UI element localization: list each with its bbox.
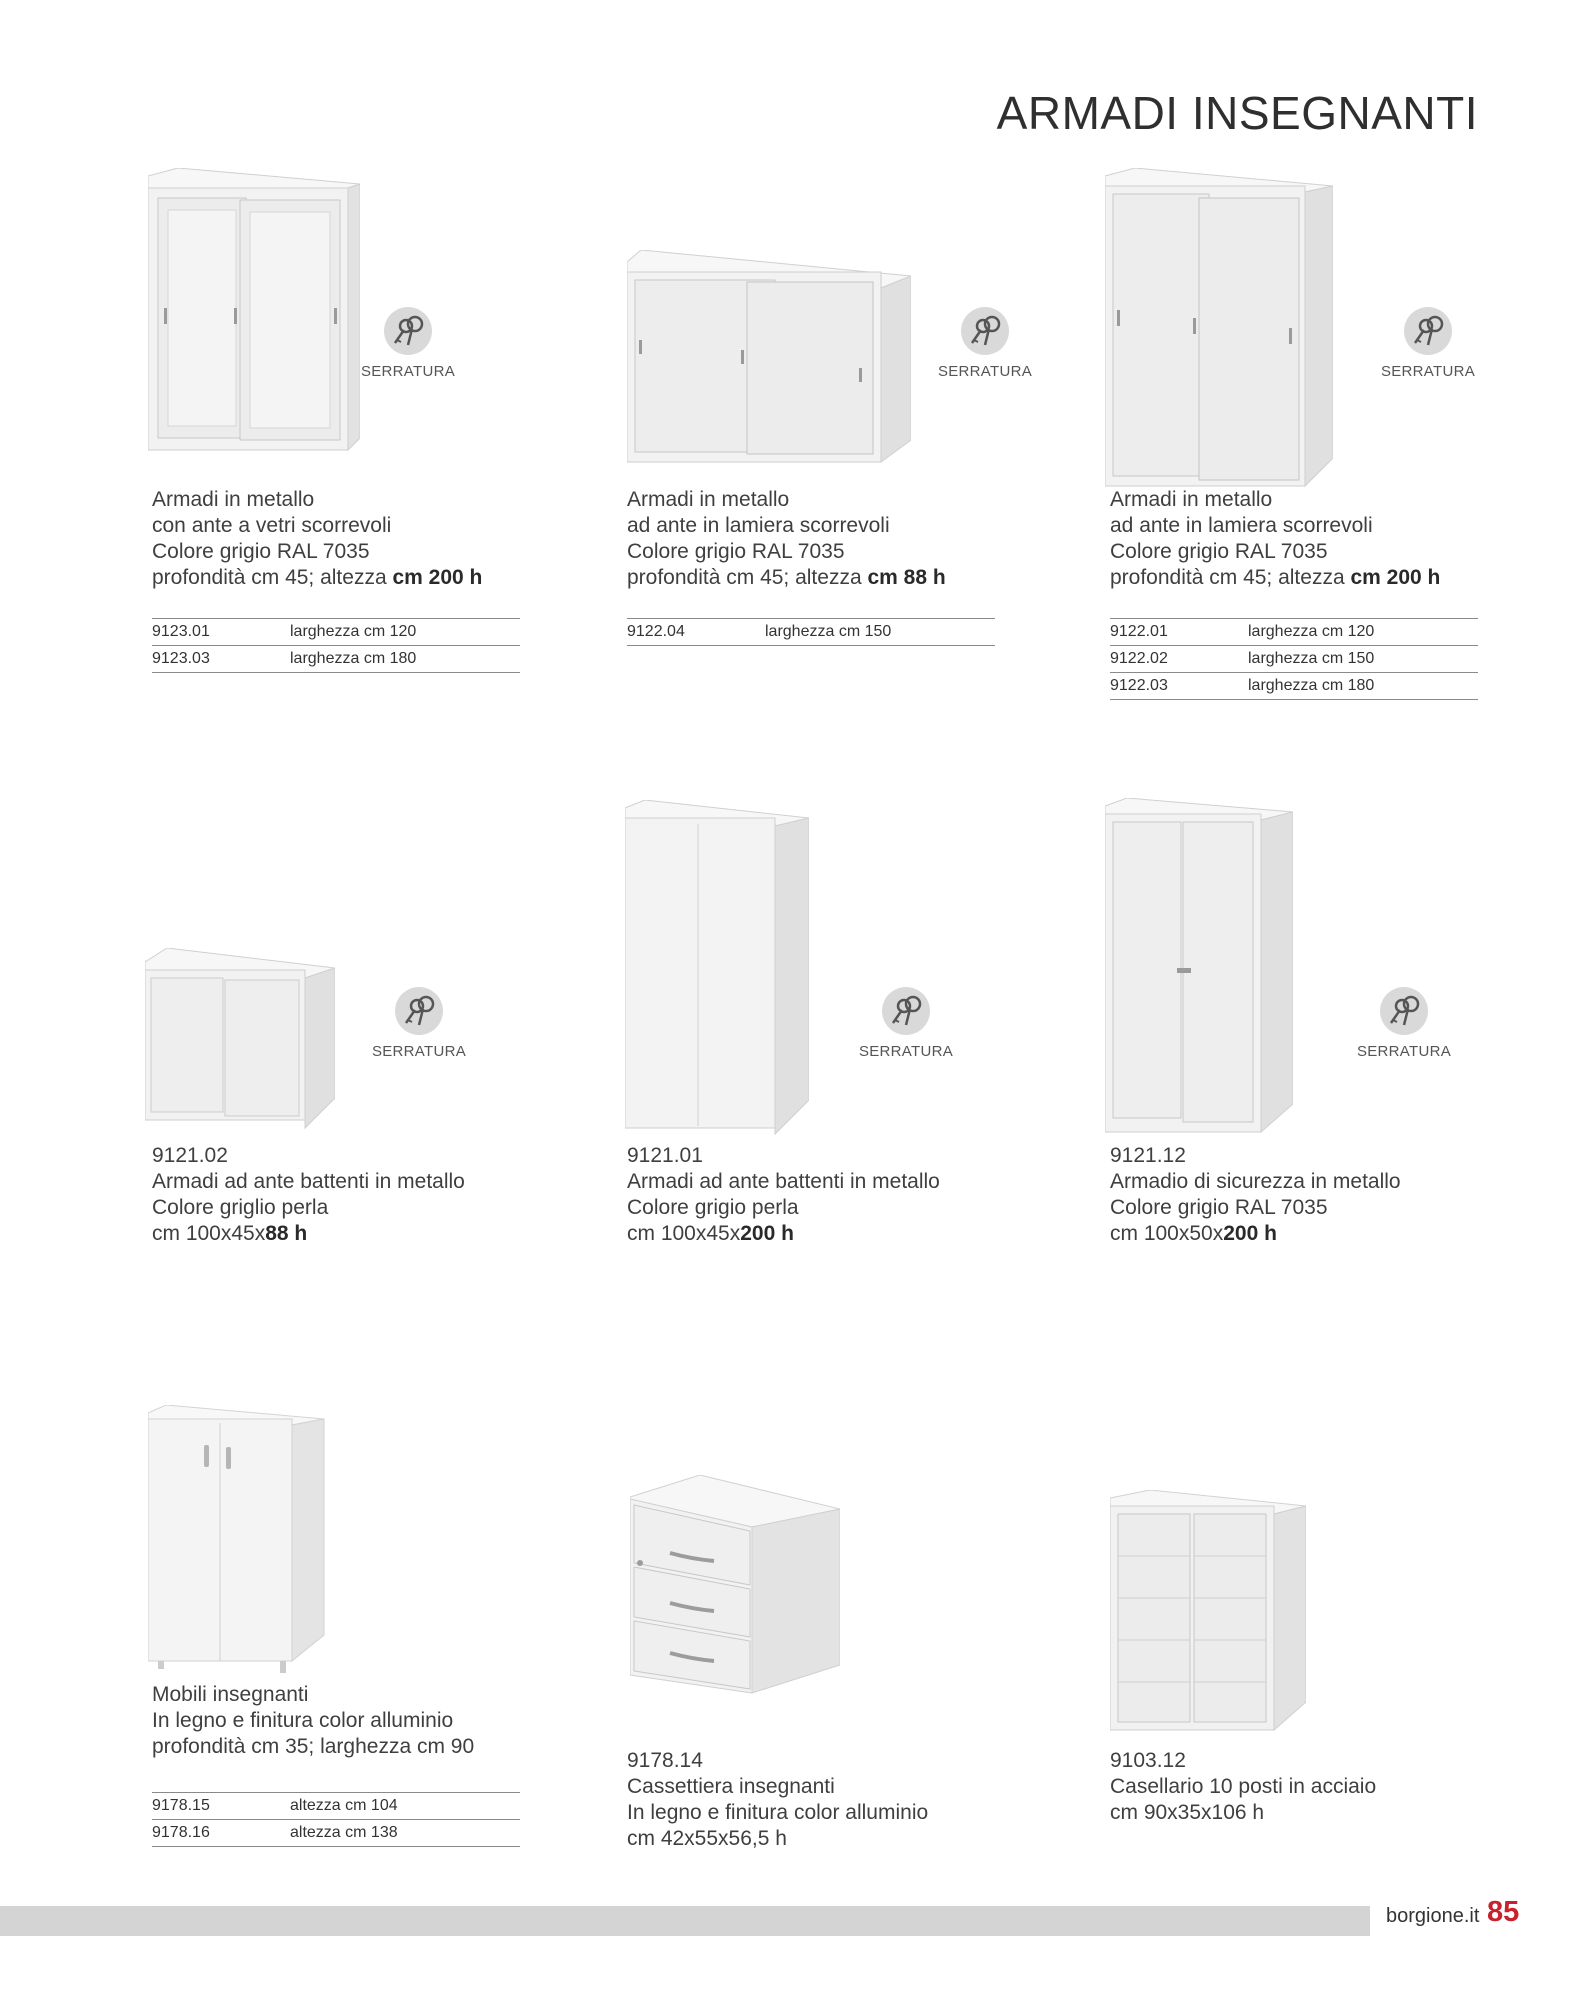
desc-line: Colore grigio RAL 7035 (1110, 1196, 1328, 1219)
product-description (627, 487, 946, 591)
item-code: 9178.15 (152, 1793, 290, 1820)
desc-line: Armadi in metallo (627, 488, 790, 511)
lock-badge (1349, 987, 1459, 1060)
desc-line: Colore grigio RAL 7035 (627, 540, 845, 563)
lock-label: SERRATURA (1356, 1043, 1452, 1060)
item-size: altezza cm 104 (290, 1793, 520, 1820)
product-image-tall-hinged-cabinet (625, 800, 809, 1136)
desc-line: Armadi in metallo (152, 488, 315, 511)
item-size: larghezza cm 150 (765, 619, 995, 646)
item-size: larghezza cm 120 (1248, 619, 1478, 646)
dim-text: cm 100x45x (627, 1222, 741, 1245)
product-code: 9121.01 (627, 1144, 703, 1167)
item-code: 9122.02 (1110, 646, 1248, 673)
desc-dimensions (152, 1221, 465, 1247)
item-size: larghezza cm 150 (1248, 646, 1478, 673)
desc-line: ad ante in lamiera scorrevoli (1110, 514, 1373, 537)
product-description (152, 1682, 474, 1760)
desc-line: profondità cm 35; larghezza cm 90 (152, 1735, 475, 1758)
product-description (627, 1143, 940, 1247)
product-description (627, 1748, 928, 1852)
product-description (152, 487, 482, 591)
item-size: altezza cm 138 (290, 1820, 520, 1847)
item-code: 9178.16 (152, 1820, 290, 1847)
table-row (152, 1793, 520, 1820)
desc-dimensions (152, 565, 482, 591)
product-image-tall-sliding-cabinet (1105, 168, 1333, 488)
desc-dimensions (1110, 565, 1440, 591)
dim-text: profondità cm 45; altezza (627, 566, 868, 589)
desc-line: cm 42x55x56,5 h (627, 1827, 787, 1850)
desc-line: Colore grigio perla (627, 1196, 799, 1219)
lock-label: SERRATURA (371, 1043, 467, 1060)
dim-height: 200 h (740, 1222, 794, 1245)
dim-height: 88 h (265, 1222, 308, 1245)
footer-site: borgione.it (1386, 1905, 1480, 1927)
desc-line: In legno e finitura color alluminio (152, 1709, 454, 1732)
lock-label: SERRATURA (360, 363, 456, 380)
item-code: 9122.04 (627, 619, 765, 646)
lock-badge (353, 307, 463, 380)
product-image-drawer-unit (630, 1475, 840, 1700)
product-image-security-cabinet (1105, 798, 1293, 1138)
desc-line: Mobili insegnanti (152, 1683, 309, 1706)
table-row (152, 619, 520, 646)
dim-height: 200 h (1223, 1222, 1277, 1245)
product-code: 9103.12 (1110, 1749, 1186, 1772)
dim-height: cm 200 h (392, 566, 483, 589)
table-row (152, 1820, 520, 1847)
table-row (1110, 646, 1478, 673)
keys-icon (384, 307, 432, 355)
desc-line: Armadi ad ante battenti in metallo (627, 1170, 940, 1193)
item-code: 9123.03 (152, 646, 290, 673)
desc-line: Colore griglio perla (152, 1196, 329, 1219)
page-number: 85 (1487, 1896, 1520, 1928)
product-image-low-hinged-cabinet (145, 948, 335, 1130)
dim-text: cm 100x50x (1110, 1222, 1224, 1245)
product-code: 9121.02 (152, 1144, 228, 1167)
product-description (1110, 1143, 1401, 1247)
table-row (1110, 619, 1478, 646)
dim-text: profondità cm 45; altezza (152, 566, 393, 589)
table-row (627, 619, 995, 646)
keys-icon (1380, 987, 1428, 1035)
lock-badge (930, 307, 1040, 380)
footer-bar (0, 1906, 1370, 1936)
table-row (152, 646, 520, 673)
desc-line: con ante a vetri scorrevoli (152, 514, 392, 537)
keys-icon (1404, 307, 1452, 355)
spec-table (1110, 618, 1478, 700)
desc-line: Casellario 10 posti in acciaio (1110, 1775, 1377, 1798)
lock-badge (1373, 307, 1483, 380)
spec-table (627, 618, 995, 646)
product-code: 9178.14 (627, 1749, 703, 1772)
keys-icon (395, 987, 443, 1035)
item-size: larghezza cm 120 (290, 619, 520, 646)
desc-dimensions (627, 1221, 940, 1247)
product-image-low-sliding-cabinet (627, 250, 911, 465)
item-code: 9123.01 (152, 619, 290, 646)
lock-label: SERRATURA (937, 363, 1033, 380)
dim-height: cm 200 h (1350, 566, 1441, 589)
spec-table (152, 1792, 520, 1847)
page-title: ARMADI INSEGNANTI (996, 87, 1478, 139)
lock-label: SERRATURA (858, 1043, 954, 1060)
desc-line: Armadio di sicurezza in metallo (1110, 1170, 1401, 1193)
desc-line: Cassettiera insegnanti (627, 1775, 835, 1798)
item-code: 9122.03 (1110, 673, 1248, 700)
product-description (152, 1143, 465, 1247)
desc-line: Colore grigio RAL 7035 (152, 540, 370, 563)
desc-line: Colore grigio RAL 7035 (1110, 540, 1328, 563)
item-size: larghezza cm 180 (1248, 673, 1478, 700)
desc-line: cm 90x35x106 h (1110, 1801, 1265, 1824)
lock-badge (364, 987, 474, 1060)
desc-line: In legno e finitura color alluminio (627, 1801, 929, 1824)
product-image-wooden-cabinet (148, 1405, 328, 1675)
product-description (1110, 487, 1440, 591)
dim-text: cm 100x45x (152, 1222, 266, 1245)
product-image-sliding-glass-cabinet (148, 168, 360, 453)
product-code: 9121.12 (1110, 1144, 1186, 1167)
spec-table (152, 618, 520, 673)
keys-icon (961, 307, 1009, 355)
desc-line: Armadi in metallo (1110, 488, 1273, 511)
product-description (1110, 1748, 1376, 1826)
desc-line: Armadi ad ante battenti in metallo (152, 1170, 465, 1193)
dim-height: cm 88 h (867, 566, 946, 589)
desc-dimensions (627, 565, 946, 591)
desc-dimensions (1110, 1221, 1401, 1247)
keys-icon (882, 987, 930, 1035)
lock-label: SERRATURA (1380, 363, 1476, 380)
dim-text: profondità cm 45; altezza (1110, 566, 1351, 589)
desc-line: ad ante in lamiera scorrevoli (627, 514, 890, 537)
item-size: larghezza cm 180 (290, 646, 520, 673)
product-image-locker (1110, 1490, 1306, 1734)
lock-badge (851, 987, 961, 1060)
item-code: 9122.01 (1110, 619, 1248, 646)
table-row (1110, 673, 1478, 700)
